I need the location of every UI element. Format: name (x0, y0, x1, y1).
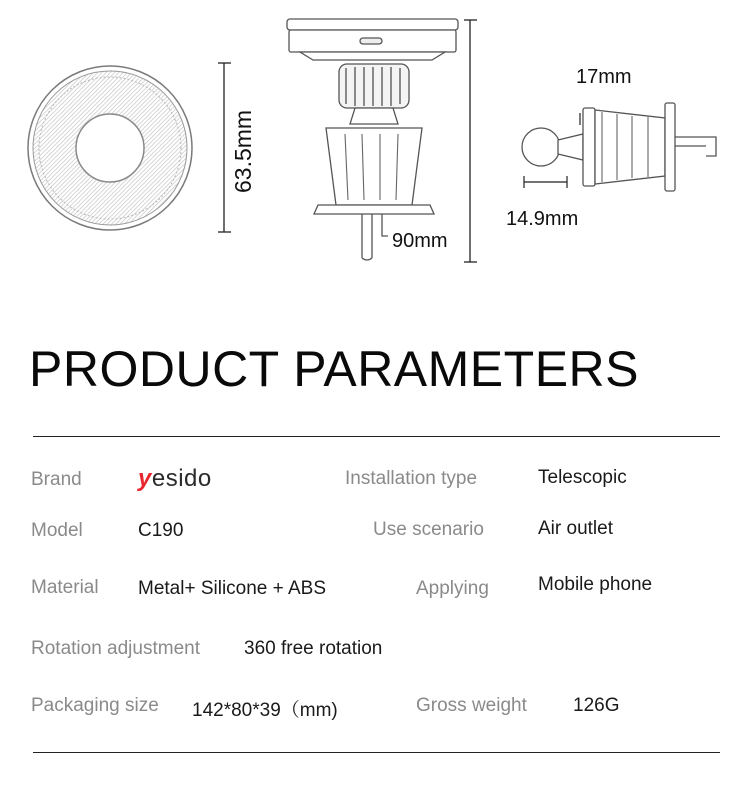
top-divider (33, 436, 720, 437)
gross-weight-label: Gross weight (416, 695, 527, 716)
material-label: Material (31, 577, 99, 598)
use-scenario-value: Air outlet (538, 518, 613, 539)
top-view-drawing (522, 103, 716, 191)
bottom-divider (33, 752, 720, 753)
brand-label: Brand (31, 469, 82, 490)
ball-width-dimension-label: 17mm (576, 66, 632, 88)
use-scenario-label: Use scenario (373, 519, 484, 540)
installation-type-value: Telescopic (538, 467, 627, 488)
front-view-drawing (28, 66, 192, 230)
ball-size-dimension-label: 14.9mm (506, 208, 579, 230)
applying-value: Mobile phone (538, 574, 653, 595)
brand-logo-text: esido (151, 465, 212, 492)
brand-logo-accent: y (138, 465, 152, 492)
packaging-size-value: 142*80*39（mm) (192, 700, 338, 721)
height-dimension-label: 63.5mm (230, 109, 256, 193)
page-title: PRODUCT PARAMETERS (29, 341, 640, 397)
side-view-drawing (287, 19, 458, 260)
applying-label: Applying (416, 578, 489, 599)
diameter-dimension-label: 90mm (392, 230, 448, 252)
model-value: C190 (138, 520, 184, 541)
material-value: Metal+ Silicone + ABS (138, 578, 326, 599)
brand-logo (138, 465, 212, 493)
installation-type-label: Installation type (345, 468, 478, 489)
rotation-adjustment-value: 360 free rotation (244, 638, 383, 659)
diameter-dimension-line (464, 20, 477, 262)
packaging-size-label: Packaging size (31, 695, 159, 716)
model-label: Model (31, 520, 83, 541)
rotation-adjustment-label: Rotation adjustment (31, 638, 200, 659)
product-drawings (0, 0, 750, 300)
gross-weight-value: 126G (573, 695, 620, 716)
ball-size-dimension-line (524, 176, 567, 188)
